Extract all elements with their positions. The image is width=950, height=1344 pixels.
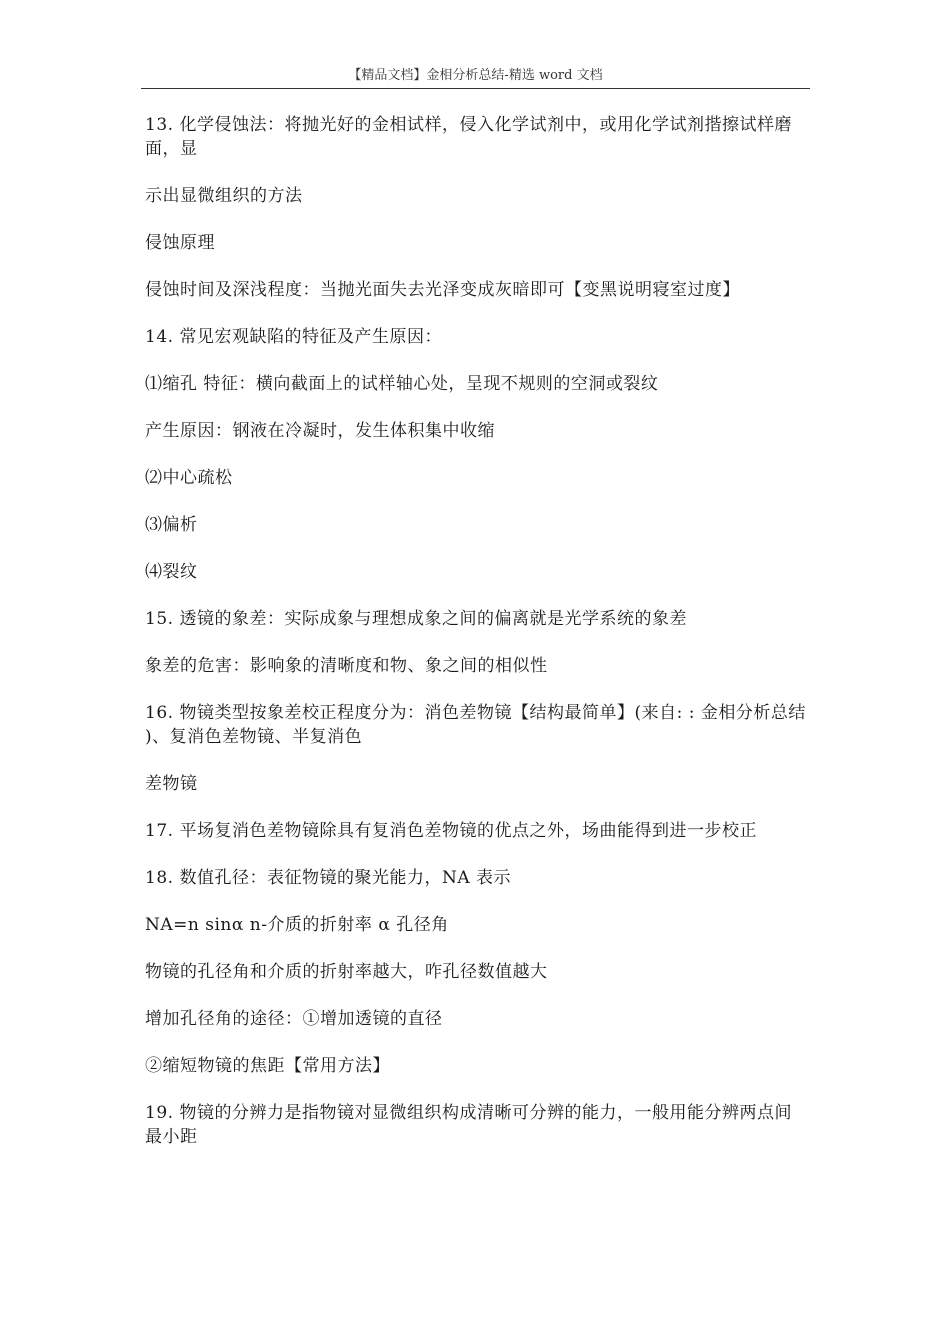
- paragraph-shrinkage-cause: 产生原因：钢液在冷凝时，发生体积集中收缩: [145, 421, 495, 441]
- paragraph-shorten-focal: ②缩短物镜的焦距【常用方法】: [145, 1056, 390, 1076]
- paragraph-na-formula: NA=n sinα n-介质的折射率 α 孔径角: [145, 915, 449, 935]
- paragraph-17-flat-field: 17. 平场复消色差物镜除具有复消色差物镜的优点之外，场曲能得到进一步校正: [145, 821, 757, 841]
- paragraph-increase-aperture: 增加孔径角的途径：①增加透镜的直径: [145, 1009, 443, 1029]
- paragraph-14-macro-defects: 14. 常见宏观缺陷的特征及产生原因：: [145, 327, 442, 347]
- page-header: 【精品文档】金相分析总结-精选 word 文档: [141, 66, 810, 89]
- paragraph-etching-principle: 侵蚀原理: [145, 233, 215, 253]
- paragraph-shrinkage-cavity: ⑴缩孔 特征：横向截面上的试样轴心处，呈现不规则的空洞或裂纹: [145, 374, 659, 394]
- paragraph-16-objective-types: 16. 物镜类型按象差校正程度分为：消色差物镜【结构最简单】(来自: : 金相分析总结 )、复消色差物镜、半复消色: [145, 703, 806, 747]
- paragraph-aperture-relation: 物镜的孔径角和介质的折射率越大，咋孔径数值越大: [145, 962, 548, 982]
- paragraph-15-aberration: 15. 透镜的象差：实际成象与理想成象之间的偏离就是光学系统的象差: [145, 609, 687, 629]
- document-body: [145, 113, 807, 1172]
- paragraph-19-resolving-power: 19. 物镜的分辨力是指物镜对显微组织构成清晰可分辨的能力，一般用能分辨两点间最小距: [145, 1103, 792, 1147]
- paragraph-etching-time: 侵蚀时间及深浅程度：当抛光面失去光泽变成灰暗即可【变黑说明寝室过度】: [145, 280, 740, 300]
- paragraph-18-numerical-aperture: 18. 数值孔径：表征物镜的聚光能力，NA 表示: [145, 868, 511, 888]
- paragraph-center-porosity: ⑵中心疏松: [145, 468, 233, 488]
- paragraph-aberration-harm: 象差的危害：影响象的清晰度和物、象之间的相似性: [145, 656, 548, 676]
- paragraph-16-continuation: 差物镜: [145, 774, 198, 794]
- paragraph-13-chemical-etching: 13. 化学侵蚀法：将抛光好的金相试样，侵入化学试剂中，或用化学试剂揩擦试样磨面，显: [145, 115, 792, 159]
- paragraph-segregation: ⑶偏析: [145, 515, 198, 535]
- paragraph-13-continuation: 示出显微组织的方法: [145, 186, 303, 206]
- paragraph-cracks: ⑷裂纹: [145, 562, 198, 582]
